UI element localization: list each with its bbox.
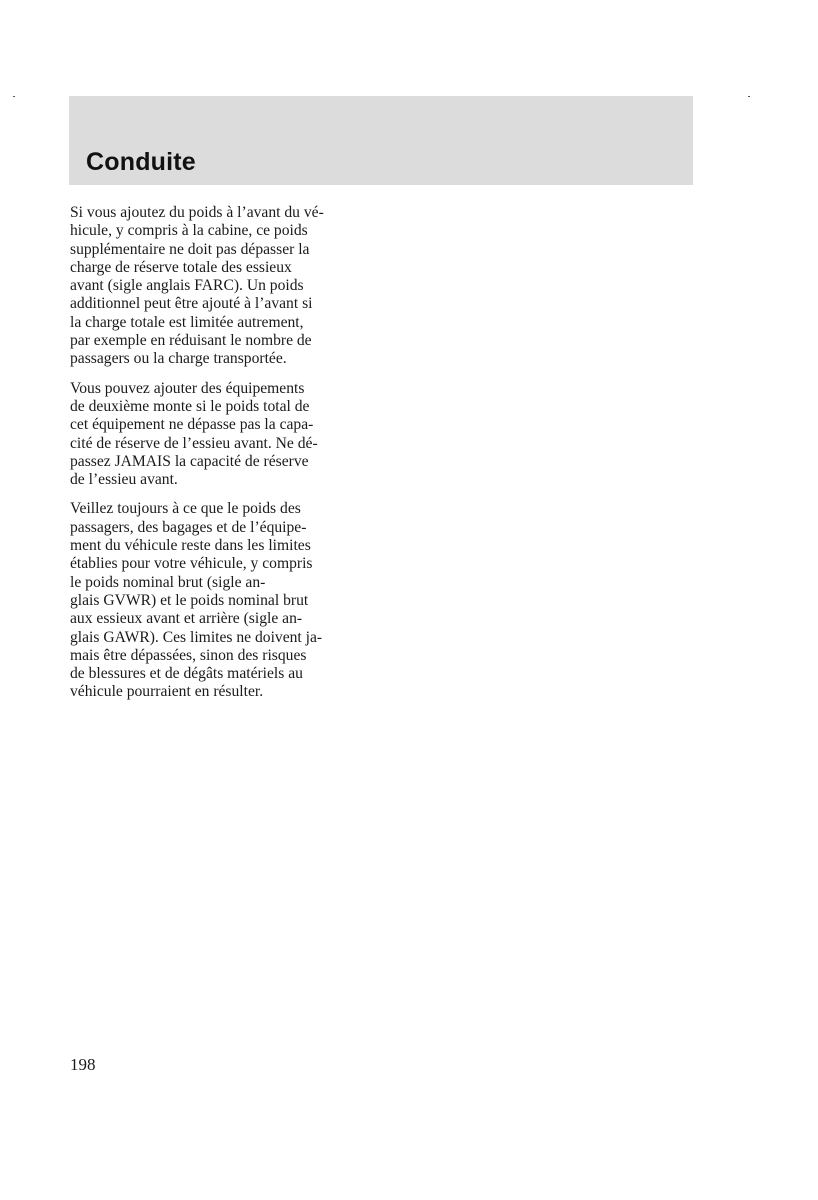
page-number: 198 [70,1055,96,1074]
text-line: passagers, des bagages et de l’équipe- [70,518,307,536]
paragraph-aftermarket-equipment [70,380,370,490]
text-line: supplémentaire ne doit pas dépasser la [70,240,310,258]
text-line: véhicule pourraient en résulter. [70,683,264,701]
text-line: aux essieux avant et arrière (sigle an- [70,610,303,628]
text-line: Vous pouvez ajouter des équipements [70,379,305,397]
text-line: charge de réserve totale des essieux [70,258,292,276]
text-line: la charge totale est limitée autrement, [70,313,304,331]
text-line: mais être dépassées, sinon des risques [70,646,307,664]
text-line: de deuxième monte si le poids total de [70,397,310,415]
text-line: le poids nominal brut (sigle an- [70,573,266,591]
text-line: établies pour votre véhicule, y compris [70,555,313,573]
text-line: hicule, y compris à la cabine, ce poids [70,222,308,240]
text-line: Si vous ajoutez du poids à l’avant du vé- [70,204,324,221]
text-line: de blessures et de dégâts matériels au [70,665,303,683]
paragraph-weight-limits [70,500,370,701]
crop-mark-left [13,96,15,97]
section-title: Conduite [86,148,196,176]
crop-mark-right [748,96,750,97]
text-line: ment du véhicule reste dans les limites [70,537,311,555]
text-line: Veillez toujours à ce que le poids des [70,500,301,518]
text-line: additionnel peut être ajouté à l’avant si [70,295,313,313]
section-header-band [69,96,693,185]
text-line: par exemple en réduisant le nombre de [70,332,312,350]
text-line: passagers ou la charge transportée. [70,350,287,368]
text-line: glais GAWR). Ces limites ne doivent ja- [70,628,323,646]
text-line: de l’essieu avant. [70,471,178,489]
text-line: glais GVWR) et le poids nominal brut [70,591,309,609]
text-line: avant (sigle anglais FARC). Un poids [70,277,304,295]
paragraph-front-load [70,204,370,369]
text-line: cet équipement ne dépasse pas la capa- [70,416,314,434]
text-line: passez JAMAIS la capacité de réserve [70,452,309,470]
body-text-column [70,204,370,713]
text-line: cité de réserve de l’essieu avant. Ne dé- [70,434,318,452]
